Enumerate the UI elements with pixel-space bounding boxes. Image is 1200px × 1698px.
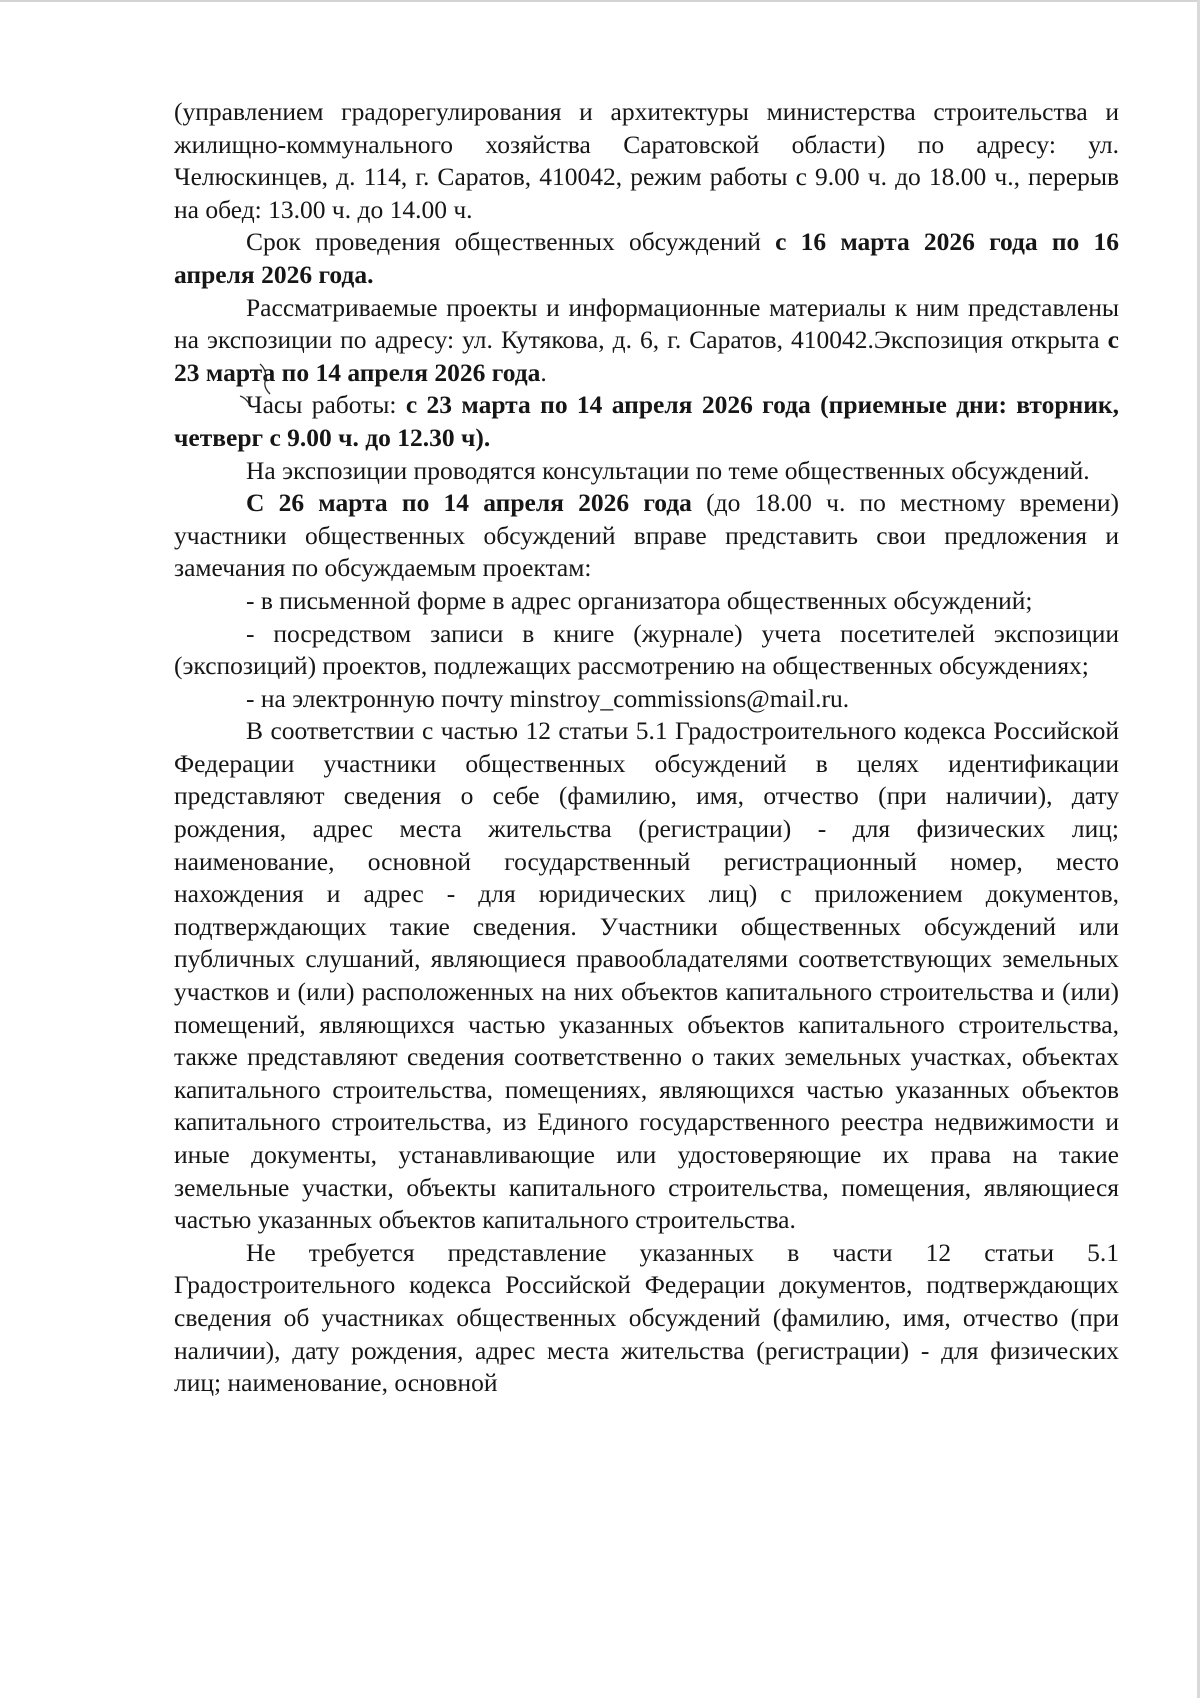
working-hours-schedule: с 23 марта по 14 апреля 2026 года (приемные дни: вторник, четверг с 9.00 ч. до 12.30 ч). <box>174 390 1119 452</box>
scan-edge-top <box>0 0 1200 2</box>
working-hours-lead: Часы работы: <box>246 390 406 420</box>
list-item-written-form: - в письменной форме в адрес организатора общественных обсуждений; <box>246 585 1033 615</box>
paragraph-exposition-location <box>174 292 1119 390</box>
proposals-period-tail: (до 18.00 ч. по местному времени) участники общественных обсуждений вправе представить свои предложения и замечания по обсуждаемым проектам: <box>174 488 1119 583</box>
paragraph-discussion-period <box>174 226 1119 291</box>
list-item-email: - на электронную почту minstroy_commissions@mail.ru. <box>246 683 850 713</box>
exposition-location-tail: . <box>540 357 547 387</box>
paragraph-identification-requirements: В соответствии с частью 12 статьи 5.1 Градостроительного кодекса Российской Федерации участники общественных обсуждений в целях идентификации представляют сведения о себе (фамилию, имя, отчество (при наличии), дату рождения, адрес места жительства (регистрации) - для физических лиц; наименование, основной государственный регистрационный номер, место нахождения и адрес - для юридических лиц) с приложением документов, подтверждающих такие сведения. Участники общественных обсуждений или публичных слушаний, являющиеся правообладателями соответствующих земельных участков и (или) расположенных на них объектов капитального строительства и (или) помещений, являющихся частью указанных объектов капитального строительства, также представляют сведения соответственно о таких земельных участках, объектах капитального строительства, помещениях, являющихся частью указанных объектов капитального строительства, из Единого государственного реестра недвижимости и иные документы, устанавливающие или удостоверяющие их права на такие земельные участки, объекты капитального строительства, помещения, являющиеся частью указанных объектов капитального строительства. <box>174 716 1119 1235</box>
proposals-period-dates: С 26 марта по 14 апреля 2026 года <box>246 488 692 518</box>
discussion-period-lead: Срок проведения общественных обсуждений <box>246 227 776 257</box>
document-body <box>174 96 1119 1400</box>
list-item-visitor-book: - посредством записи в книге (журнале) учета посетителей экспозиции (экспозиций) проектов, подлежащих рассмотрению на общественных обсуждениях; <box>174 618 1119 681</box>
paragraph-documents-not-required: Не требуется представление указанных в части 12 статьи 5.1 Градостроительного кодекса Российской Федерации документов, подтверждающих сведения об участниках общественных обсуждений (фамилию, имя, отчество (при наличии), дату рождения, адрес места жительства (регистрации) - для физических лиц; наименование, основной <box>174 1237 1119 1398</box>
exposition-location-dates: с 23 марта по 14 апреля 2026 года <box>174 325 1119 387</box>
paragraph-proposals-period <box>174 487 1119 585</box>
paragraph-consultations: На экспозиции проводятся консультации по теме общественных обсуждений. <box>246 455 1090 485</box>
paragraph-working-hours <box>174 389 1119 454</box>
exposition-location-lead: Рассматриваемые проекты и информационные материалы к ним представлены на экспозиции по адресу: ул. Кутякова, д. 6, г. Саратов, 410042.Экспозиция открыта <box>174 292 1119 355</box>
discussion-period-dates: с 16 марта 2026 года по 16 апреля 2026 года. <box>174 227 1119 289</box>
paragraph-address-continuation: (управлением градорегулирования и архитектуры министерства строительства и жилищно-коммунального хозяйства Саратовской области) по адресу: ул. Челюскинцев, д. 114, г. Саратов, 410042, режим работы с 9.00 ч. до 18.00 ч., перерыв на обед: 13.00 ч. до 14.00 ч. <box>174 97 1119 224</box>
